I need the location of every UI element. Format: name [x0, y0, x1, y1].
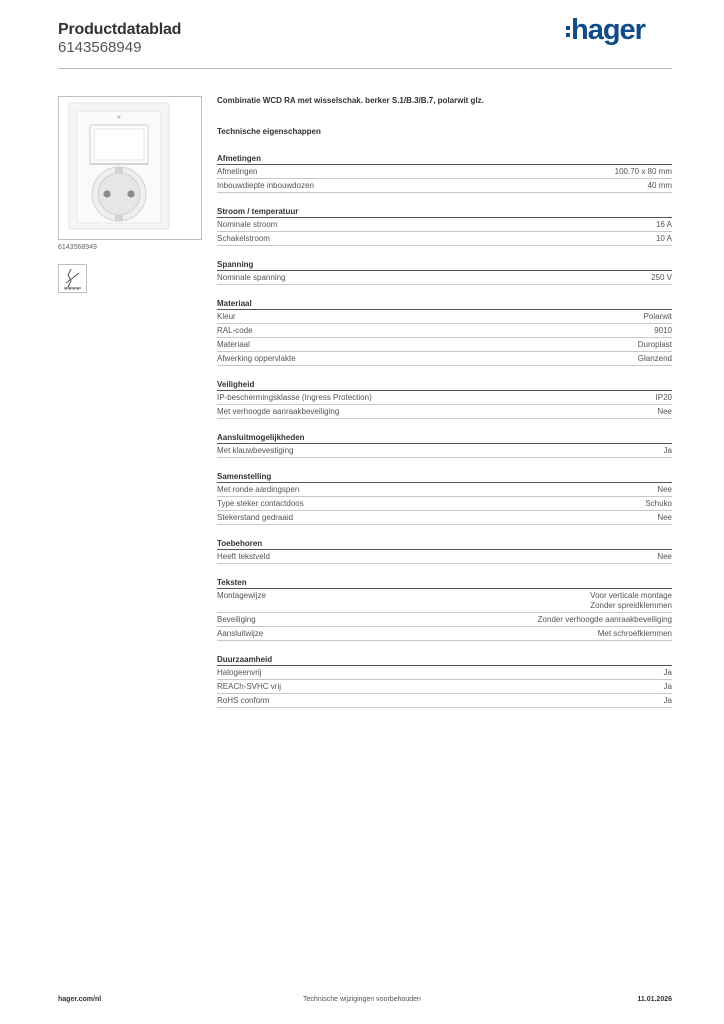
property-row [217, 391, 672, 405]
mounting-symbol-icon [58, 264, 87, 293]
header-divider [58, 68, 672, 69]
property-section [217, 377, 672, 419]
property-row [217, 550, 672, 564]
property-section [217, 151, 672, 193]
property-value: Met schroefklemmen [597, 629, 672, 638]
property-label: Met ronde aardingspen [217, 485, 300, 494]
property-label: Type steker contactdoos [217, 499, 304, 508]
property-label: Montagewijze [217, 591, 266, 600]
property-value: 10 A [655, 234, 672, 243]
properties-panel [217, 96, 672, 719]
property-label: Met verhoogde aanraakbeveiliging [217, 407, 340, 416]
property-value: Ja [663, 696, 672, 705]
property-row [217, 483, 672, 497]
property-value: 9010 [654, 326, 672, 335]
property-row [217, 324, 672, 338]
property-value: 40 mm [647, 181, 672, 190]
property-row [217, 444, 672, 458]
property-value: Schuko [645, 499, 672, 508]
property-row [217, 338, 672, 352]
property-value: Nee [657, 552, 672, 561]
section-title: Samenstelling [217, 469, 672, 483]
page-title: Productdatablad [58, 21, 182, 38]
property-row [217, 613, 672, 627]
property-label: Materiaal [217, 340, 250, 349]
hager-logo [566, 14, 645, 47]
product-number: 6143568949 [58, 39, 142, 56]
property-row [217, 680, 672, 694]
property-value: Nee [657, 407, 672, 416]
property-label: RoHS conform [217, 696, 270, 705]
property-value: IP20 [655, 393, 672, 402]
section-title: Veiligheid [217, 377, 672, 391]
property-label: Aansluitwijze [217, 629, 264, 638]
property-section [217, 652, 672, 708]
section-title: Duurzaamheid [217, 652, 672, 666]
socket-switch-illustration [59, 97, 201, 239]
property-value: Glanzend [637, 354, 672, 363]
property-label: RAL-code [217, 326, 253, 335]
property-row [217, 694, 672, 708]
property-row [217, 511, 672, 525]
section-title: Stroom / temperatuur [217, 204, 672, 218]
property-value: Duroplast [637, 340, 672, 349]
property-label: IP-beschermingsklasse (Ingress Protection) [217, 393, 372, 402]
section-title: Materiaal [217, 296, 672, 310]
property-label: Nominale stroom [217, 220, 278, 229]
property-row [217, 310, 672, 324]
property-section [217, 536, 672, 564]
property-value: 100.70 x 80 mm [614, 167, 672, 176]
property-value: Ja [663, 668, 672, 677]
property-section [217, 469, 672, 525]
property-sections [217, 151, 672, 708]
property-value: Voor verticale montage Zonder spreidklemmen [590, 591, 672, 610]
property-section [217, 575, 672, 641]
property-label: Kleur [217, 312, 236, 321]
property-value: Ja [663, 446, 672, 455]
property-label: Heeft tekstveld [217, 552, 270, 561]
section-title: Aansluitmogelijkheden [217, 430, 672, 444]
properties-title: Technische eigenschappen [217, 127, 321, 136]
property-row [217, 165, 672, 179]
property-label: Inbouwdiepte inbouwdozen [217, 181, 314, 190]
property-label: Beveiliging [217, 615, 256, 624]
property-row [217, 666, 672, 680]
property-label: Afwerking oppervlakte [217, 354, 296, 363]
section-title: Teksten [217, 575, 672, 589]
logo-text: hager [571, 14, 645, 46]
property-row [217, 352, 672, 366]
property-label: Halogeenvrij [217, 668, 262, 677]
property-label: Schakelstroom [217, 234, 270, 243]
property-label: Stekerstand gedraaid [217, 513, 294, 522]
property-value: Ja [663, 682, 672, 691]
section-title: Spanning [217, 257, 672, 271]
product-image-caption: 6143568949 [58, 244, 97, 251]
property-value: 16 A [655, 220, 672, 229]
footer-website[interactable]: hager.com/nl [58, 996, 102, 1003]
property-section [217, 296, 672, 366]
product-image [58, 96, 202, 240]
property-value: 250 V [651, 273, 672, 282]
property-value: Zonder verhoogde aanraakbeveiliging [537, 615, 672, 624]
property-row [217, 179, 672, 193]
section-title: Toebehoren [217, 536, 672, 550]
property-row [217, 497, 672, 511]
footer-date: 11.01.2026 [637, 996, 672, 1003]
property-section [217, 430, 672, 458]
property-row [217, 218, 672, 232]
property-value: Polarwit [643, 312, 672, 321]
property-section [217, 257, 672, 285]
property-label: Nominale spanning [217, 273, 286, 282]
property-label: REACh-SVHC vrij [217, 682, 282, 691]
property-row [217, 405, 672, 419]
property-label: Afmetingen [217, 167, 258, 176]
section-title: Afmetingen [217, 151, 672, 165]
property-row [217, 589, 672, 613]
property-row [217, 627, 672, 641]
property-label: Met klauwbevestiging [217, 446, 294, 455]
property-row [217, 271, 672, 285]
footer-disclaimer: Technische wijzigingen voorbehouden [303, 996, 421, 1003]
logo-dots-icon [566, 23, 570, 40]
property-section [217, 204, 672, 246]
property-value: Nee [657, 485, 672, 494]
property-row [217, 232, 672, 246]
property-value: Nee [657, 513, 672, 522]
product-description: Combinatie WCD RA met wisselschak. berker S.1/B.3/B.7, polarwit glz. [217, 96, 484, 105]
